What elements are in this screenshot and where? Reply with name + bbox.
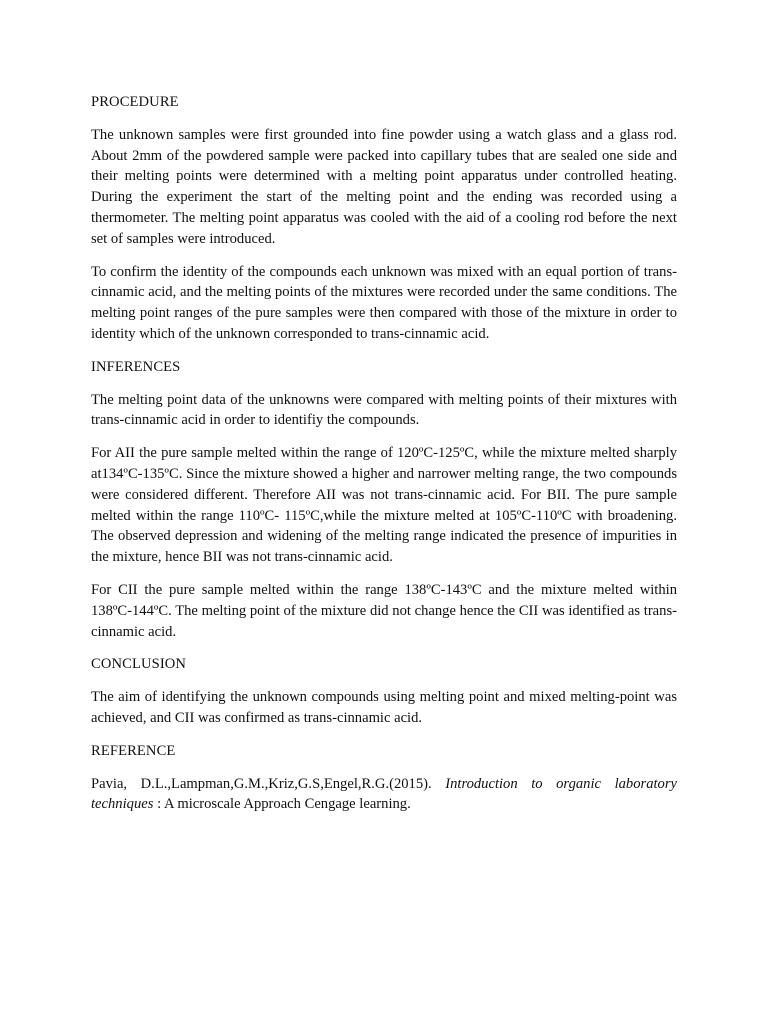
procedure-paragraph-2: To confirm the identity of the compounds each unknown was mixed with an equal portion of trans-cinnamic acid, and the melting points of the mixtures were recorded under the same conditions. The melting point ranges of the pure samples were then compared with those of the mixture in order to identity which of the unknown corresponded to trans-cinnamic acid. <box>91 263 677 342</box>
reference-publisher: : A microscale Approach Cengage learning. <box>153 796 411 813</box>
procedure-paragraph-1: The unknown samples were first grounded into fine powder using a watch glass and a glass rod. About 2mm of the powdered sample were packed into capillary tubes that are sealed one side and their melting points were determined with a melting point apparatus under controlled heating. During the experiment the start of the melting point and the ending was recorded using a thermometer. The melting point apparatus was cooled with the aid of a cooling rod before the next set of samples were introduced. <box>91 126 677 247</box>
inferences-paragraph-1: The melting point data of the unknowns were compared with melting points of their mixtures with trans-cinnamic acid in order to identifiy the compounds. <box>91 391 677 429</box>
reference-heading: REFERENCE <box>91 742 176 759</box>
procedure-heading: PROCEDURE <box>91 94 179 110</box>
inferences-paragraph-2: For AII the pure sample melted within the range of 120ºC-125ºC, while the mixture melted sharply at134ºC-135ºC. Since the mixture showed a higher and narrower melting range, the two compounds were considered different. Therefore AII was not trans-cinnamic acid. For BII. The pure sample melted within the range 110ºC- 115ºC,while the mixture melted at 105ºC-110ºC with broadening. The observed depression and widening of the melting range indicated the presence of impurities in the mixture, hence BII was not trans-cinnamic acid. <box>91 445 677 566</box>
inferences-heading: INFERENCES <box>91 358 181 375</box>
conclusion-paragraph: The aim of identifying the unknown compounds using melting point and mixed melting-point was achieved, and CII was confirmed as trans-cinnamic acid. <box>91 689 677 726</box>
reference-entry <box>91 774 677 816</box>
reference-title: Introduction to organic laboratory techniques <box>91 775 677 813</box>
inferences-paragraph-3: For CII the pure sample melted within the range 138ºC-143ºC and the mixture melted within 138ºC-144ºC. The melting point of the mixture did not change hence the CII was identified as trans-cinnamic acid. <box>91 581 677 640</box>
reference-authors: Pavia, D.L.,Lampman,G.M.,Kriz,G.S,Engel,R.G.(2015). <box>91 775 446 792</box>
conclusion-heading: CONCLUSION <box>91 656 187 673</box>
